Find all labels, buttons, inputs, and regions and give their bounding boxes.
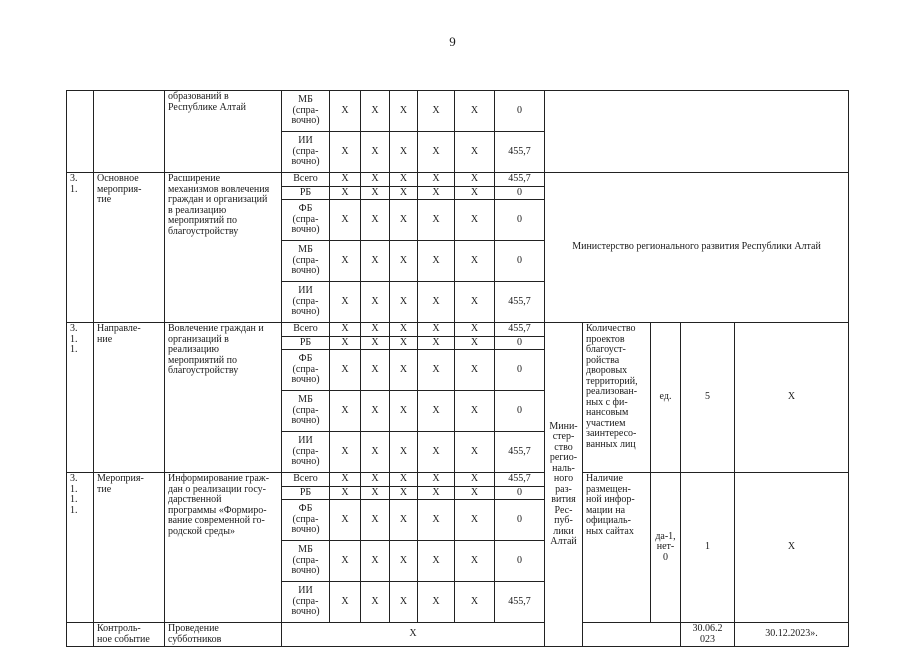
finance-value: Х	[361, 391, 390, 432]
finance-value: Х	[330, 541, 361, 582]
finance-value: Х	[361, 323, 390, 337]
text-line: вочно)	[291, 156, 320, 168]
finance-value: Х	[390, 432, 418, 473]
finance-value: Х	[390, 323, 418, 337]
finance-value: 0	[495, 500, 545, 541]
text-line: мероприятий по	[168, 354, 237, 366]
finance-value: 455,7	[495, 173, 545, 187]
number-cell	[67, 91, 94, 173]
text-line: 3.	[70, 173, 78, 184]
finance-source	[282, 350, 330, 391]
text-line: Количество	[586, 323, 636, 334]
finance-value: Х	[390, 541, 418, 582]
finance-value: Х	[455, 500, 495, 541]
text-line: граждан и организаций	[168, 194, 268, 205]
finance-value: 0	[495, 350, 545, 391]
finance-value: Х	[418, 173, 455, 187]
finance-value: Х	[418, 541, 455, 582]
text-line: 30.06.2	[692, 623, 723, 634]
text-line: (спра-	[292, 363, 319, 375]
finance-value: Х	[361, 91, 390, 132]
text-line: в реализацию	[168, 204, 227, 216]
text-line: Контроль-	[97, 623, 141, 634]
finance-value: Х	[361, 132, 390, 173]
text-line: механизмов вовлечения	[168, 183, 270, 195]
finance-value: 455,7	[495, 582, 545, 623]
text-line: 1.	[70, 483, 78, 495]
text-line: Направле-	[97, 323, 141, 334]
finance-value: Х	[418, 500, 455, 541]
text-line: ванных лиц	[586, 438, 636, 450]
text-line: 023	[700, 633, 715, 645]
finance-value: Х	[418, 132, 455, 173]
finance-value: Х	[418, 241, 455, 282]
text-line: (спра-	[292, 595, 319, 607]
finance-value: Х	[418, 186, 455, 200]
text-line: пуб-	[554, 515, 573, 526]
finance-source	[282, 173, 330, 187]
text-line: Рес-	[554, 504, 573, 516]
finance-value: Х	[418, 473, 455, 487]
text-line: (спра-	[292, 513, 319, 525]
finance-value: Х	[390, 282, 418, 323]
finance-value: 455,7	[495, 323, 545, 337]
page-number: 9	[449, 34, 456, 49]
finance-value: Х	[330, 500, 361, 541]
finance-value: Х	[361, 500, 390, 541]
text-line: ной инфор-	[586, 494, 635, 505]
finance-value: Х	[361, 541, 390, 582]
finance-value: Х	[455, 200, 495, 241]
finance-value: Х	[390, 241, 418, 282]
text-line: ед.	[659, 391, 672, 403]
finance-value: Х	[418, 200, 455, 241]
finance-value: Х	[330, 200, 361, 241]
text-line: программы «Формиро-	[168, 504, 267, 516]
text-line: ного	[553, 473, 574, 484]
indicator-last: Х	[735, 473, 849, 623]
text-line: ФБ	[298, 203, 313, 215]
text-line: ройства	[586, 354, 620, 366]
finance-source	[282, 241, 330, 282]
text-line: вочно)	[291, 224, 320, 236]
finance-value: Х	[330, 473, 361, 487]
text-line: раз-	[555, 483, 572, 495]
text-line: мероприятий по	[168, 215, 237, 226]
finance-value: 455,7	[495, 282, 545, 323]
finance-value: Х	[361, 432, 390, 473]
finance-value: 455,7	[495, 473, 545, 487]
text-line: вочно)	[291, 606, 320, 618]
text-line: территорий,	[586, 375, 638, 387]
finance-value: Х	[390, 186, 418, 200]
text-line: ИИ	[298, 285, 313, 297]
text-line: 1.	[70, 494, 78, 505]
text-line: Проведение	[168, 623, 219, 634]
text-line: образований в	[168, 91, 229, 102]
finance-source	[282, 582, 330, 623]
table-row	[67, 323, 849, 337]
finance-value: Х	[361, 200, 390, 241]
text-line: размещен-	[586, 483, 631, 495]
name-cell	[165, 623, 282, 647]
finance-value: Х	[418, 91, 455, 132]
text-line: (спра-	[292, 145, 319, 157]
text-line: реализацию	[168, 344, 219, 355]
finance-value: Х	[455, 391, 495, 432]
finance-value: Х	[361, 336, 390, 350]
text-line: ИИ	[298, 585, 313, 597]
text-line: вочно)	[291, 456, 320, 468]
finance-value: 0	[495, 200, 545, 241]
finance-value: Х	[390, 500, 418, 541]
finance-value: Х	[330, 132, 361, 173]
finance-value: Х	[455, 282, 495, 323]
text-line: организаций в	[168, 333, 229, 345]
text-line: 1.	[70, 333, 78, 345]
text-line: вочно)	[291, 374, 320, 386]
finance-value: Х	[330, 350, 361, 391]
text-line: 3.	[70, 323, 78, 334]
text-line: регио-	[549, 452, 578, 463]
text-line: Всего	[293, 173, 318, 184]
type-cell	[94, 323, 165, 473]
text-line: да-1,	[655, 530, 676, 542]
blank-cell	[545, 91, 849, 173]
finance-value: Х	[455, 582, 495, 623]
text-line: (спра-	[292, 104, 319, 116]
control-date-end: 30.12.2023».	[735, 623, 849, 647]
text-line: вочно)	[291, 415, 320, 427]
finance-value: Х	[455, 323, 495, 337]
text-line: Наличие	[586, 473, 623, 484]
finance-value: 0	[495, 486, 545, 500]
text-line: вочно)	[291, 306, 320, 318]
text-line: официаль-	[586, 515, 631, 526]
finance-value: Х	[330, 432, 361, 473]
text-line: 1.	[70, 344, 78, 355]
finance-value: Х	[418, 582, 455, 623]
finance-source	[282, 500, 330, 541]
text-line: Всего	[293, 473, 318, 484]
text-line: (спра-	[292, 404, 319, 416]
finance-value: Х	[330, 391, 361, 432]
finance-value: Х	[418, 391, 455, 432]
text-line: 3.	[70, 473, 78, 484]
finance-value: Х	[330, 486, 361, 500]
indicator-last: Х	[735, 323, 849, 473]
text-line: Вовлечение граждан и	[168, 323, 264, 334]
finance-source	[282, 541, 330, 582]
indicator-unit	[651, 323, 681, 473]
blank-cell	[583, 623, 681, 647]
text-line: Всего	[293, 323, 318, 334]
text-line: Расширение	[168, 173, 221, 184]
finance-value: 0	[495, 391, 545, 432]
text-line: вочно)	[291, 265, 320, 277]
finance-source	[282, 186, 330, 200]
text-line: РБ	[299, 486, 312, 498]
finance-value: Х	[361, 350, 390, 391]
finance-value: Х	[390, 473, 418, 487]
finance-value: Х	[361, 186, 390, 200]
number-cell	[67, 173, 94, 323]
indicator-name	[583, 473, 651, 623]
finance-value: Х	[361, 241, 390, 282]
finance-value: Х	[418, 336, 455, 350]
finance-value: Х	[330, 173, 361, 187]
finance-value: Х	[330, 336, 361, 350]
finance-value: Х	[330, 323, 361, 337]
finance-value: Х	[418, 432, 455, 473]
text-line: мации на	[586, 504, 626, 516]
text-line: тие	[97, 483, 112, 495]
finance-value: 0	[495, 336, 545, 350]
table-row	[67, 623, 849, 647]
text-line: Информирование граж-	[168, 473, 270, 484]
text-line: Мини-	[549, 420, 578, 432]
finance-value: Х	[418, 323, 455, 337]
finance-value: 0	[495, 541, 545, 582]
text-line: ИИ	[298, 435, 313, 447]
finance-value: Х	[361, 486, 390, 500]
text-line: стер-	[552, 431, 575, 442]
name-cell	[165, 91, 282, 173]
finance-value: Х	[330, 241, 361, 282]
finance-source	[282, 336, 330, 350]
finance-value: Х	[390, 173, 418, 187]
finance-value: Х	[390, 582, 418, 623]
finance-value: Х	[455, 91, 495, 132]
text-line: благоуст-	[586, 344, 626, 355]
text-line: дарственной	[168, 494, 222, 505]
indicator-value: 1	[681, 473, 735, 623]
text-line: субботников	[168, 633, 222, 645]
text-line: Мероприя-	[97, 473, 144, 484]
finance-value: Х	[390, 486, 418, 500]
text-line: МБ	[298, 244, 313, 256]
finance-value: Х	[361, 582, 390, 623]
control-span-value: Х	[282, 623, 545, 647]
text-line: МБ	[298, 394, 313, 406]
indicator-value: 5	[681, 323, 735, 473]
finance-source	[282, 132, 330, 173]
text-line: (спра-	[292, 445, 319, 457]
finance-value: Х	[390, 91, 418, 132]
finance-source	[282, 473, 330, 487]
finance-source	[282, 200, 330, 241]
finance-value: Х	[455, 241, 495, 282]
finance-value: Х	[330, 582, 361, 623]
finance-value: Х	[418, 486, 455, 500]
table-row	[67, 473, 849, 487]
finance-value: 0	[495, 186, 545, 200]
finance-value: Х	[455, 132, 495, 173]
finance-value: Х	[418, 282, 455, 323]
finance-value: Х	[330, 91, 361, 132]
finance-value: 455,7	[495, 432, 545, 473]
text-line: (спра-	[292, 554, 319, 566]
finance-value: Х	[361, 173, 390, 187]
ministry-cell: Министерство регионального развития Республики Алтай	[545, 173, 849, 323]
text-line: ФБ	[298, 353, 313, 365]
text-line: ных сайтах	[586, 525, 634, 537]
text-line: дворовых	[586, 365, 628, 376]
text-line: Республике Алтай	[168, 101, 246, 113]
text-line: (спра-	[292, 213, 319, 225]
number-cell	[67, 623, 94, 647]
text-line: вочно)	[291, 524, 320, 536]
finance-value: Х	[455, 541, 495, 582]
text-line: благоустройству	[168, 225, 239, 237]
text-line: ство	[554, 441, 573, 453]
finance-value: Х	[455, 473, 495, 487]
program-table	[66, 90, 849, 647]
type-cell	[94, 623, 165, 647]
control-date-start	[681, 623, 735, 647]
finance-value: Х	[330, 282, 361, 323]
finance-value: Х	[418, 350, 455, 391]
text-line: вочно)	[291, 115, 320, 127]
text-line: МБ	[298, 94, 313, 106]
text-line: участием	[586, 417, 626, 429]
table-row	[67, 91, 849, 132]
finance-value: Х	[455, 350, 495, 391]
finance-value: Х	[455, 432, 495, 473]
type-cell	[94, 173, 165, 323]
text-line: дан о реализации госу-	[168, 483, 266, 495]
number-cell	[67, 473, 94, 623]
table-row	[67, 173, 849, 187]
text-line: благоустройству	[168, 365, 239, 376]
text-line: наль-	[552, 462, 575, 474]
finance-value: Х	[361, 473, 390, 487]
text-line: реализован-	[586, 386, 638, 397]
finance-value: Х	[390, 391, 418, 432]
indicator-unit	[651, 473, 681, 623]
text-line: РБ	[299, 336, 312, 348]
type-cell	[94, 473, 165, 623]
text-line: заинтересо-	[586, 428, 637, 439]
text-line: нет-	[656, 541, 675, 553]
finance-value: Х	[455, 486, 495, 500]
text-line: родской среды»	[168, 525, 235, 537]
text-line: вития	[551, 494, 576, 505]
finance-value: Х	[361, 282, 390, 323]
type-cell	[94, 91, 165, 173]
text-line: ных с фи-	[586, 396, 628, 408]
text-line: ФБ	[298, 503, 313, 515]
finance-source	[282, 391, 330, 432]
finance-value: Х	[455, 173, 495, 187]
text-line: мероприя-	[97, 183, 142, 195]
finance-value: Х	[455, 186, 495, 200]
finance-source	[282, 282, 330, 323]
name-cell	[165, 173, 282, 323]
finance-value: 0	[495, 241, 545, 282]
name-cell	[165, 323, 282, 473]
finance-source	[282, 91, 330, 132]
number-cell	[67, 323, 94, 473]
finance-value: 0	[495, 91, 545, 132]
ministry-cell	[545, 323, 583, 647]
text-line: вочно)	[291, 565, 320, 577]
finance-value: Х	[390, 336, 418, 350]
text-line: 1.	[70, 183, 78, 195]
name-cell	[165, 473, 282, 623]
finance-source	[282, 486, 330, 500]
text-line: проектов	[586, 333, 625, 345]
finance-value: Х	[390, 132, 418, 173]
text-line: нансовым	[586, 407, 629, 418]
text-line: Основное	[97, 173, 139, 184]
text-line: тие	[97, 194, 112, 205]
text-line: лики	[553, 525, 574, 537]
finance-value: Х	[330, 186, 361, 200]
text-line: вание современной го-	[168, 515, 265, 526]
finance-source	[282, 323, 330, 337]
finance-value: Х	[390, 200, 418, 241]
finance-value: Х	[390, 350, 418, 391]
text-line: Алтай	[550, 536, 577, 547]
indicator-name	[583, 323, 651, 473]
text-line: МБ	[298, 544, 313, 556]
finance-source	[282, 432, 330, 473]
text-line: (спра-	[292, 254, 319, 266]
text-line: (спра-	[292, 295, 319, 307]
finance-value: Х	[455, 336, 495, 350]
text-line: ное событие	[97, 633, 150, 645]
finance-value: 455,7	[495, 132, 545, 173]
text-line: 0	[663, 551, 668, 563]
text-line: ИИ	[298, 135, 313, 147]
text-line: 1.	[70, 504, 78, 516]
text-line: ние	[97, 333, 113, 345]
text-line: РБ	[299, 186, 312, 198]
